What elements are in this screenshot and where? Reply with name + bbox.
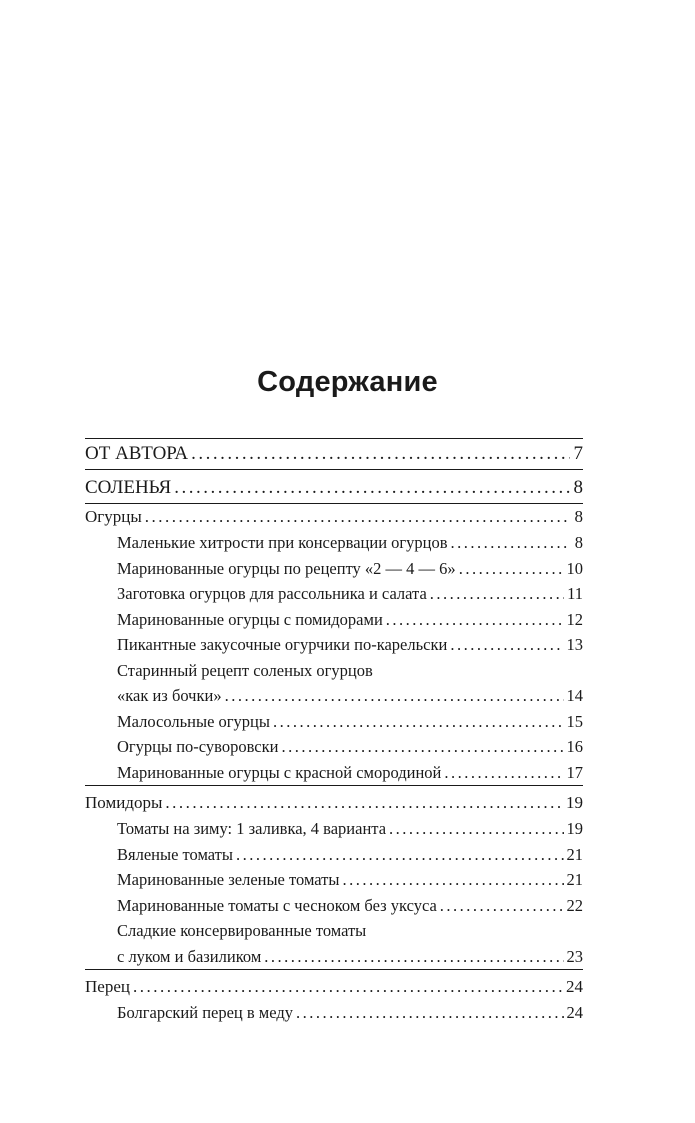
toc-entry-title: Сладкие консервированные томаты <box>117 921 367 940</box>
toc-entry[interactable] <box>85 683 583 709</box>
toc-entry-title: СОЛЕНЬЯ <box>85 477 172 498</box>
toc-entry[interactable] <box>85 944 583 970</box>
toc-entry-page: 14 <box>566 686 583 705</box>
toc-entry-page: 19 <box>566 819 583 838</box>
toc-entry-title: ОТ АВТОРА <box>85 443 189 464</box>
toc-entry[interactable] <box>85 974 583 1000</box>
toc-entry[interactable] <box>85 734 583 760</box>
toc-entry-page: 17 <box>566 762 583 782</box>
dot-leader <box>430 581 564 607</box>
dot-leader <box>386 607 564 633</box>
dot-leader <box>450 632 563 658</box>
toc-entry[interactable] <box>85 867 583 893</box>
toc-entry[interactable] <box>85 842 583 868</box>
section-divider <box>85 469 583 470</box>
toc-entry-page: 24 <box>566 1003 583 1022</box>
page-title: Содержание <box>257 366 438 398</box>
toc-entry-page: 8 <box>574 507 583 526</box>
toc-list <box>85 439 583 1026</box>
dot-leader <box>459 556 564 582</box>
toc-entry-page: 8 <box>574 533 583 552</box>
toc-entry-page: 19 <box>566 793 583 812</box>
toc-entry-title: «как из бочки» <box>117 686 222 705</box>
toc-entry[interactable] <box>85 607 583 633</box>
toc-entry-page: 16 <box>566 737 583 756</box>
toc-entry[interactable] <box>85 918 583 944</box>
toc-entry-page: 10 <box>566 558 583 578</box>
table-of-contents <box>85 438 583 1026</box>
dot-leader <box>273 709 564 735</box>
toc-entry-page: 21 <box>566 870 583 889</box>
toc-entry[interactable] <box>85 760 583 786</box>
toc-entry-page: 13 <box>566 635 583 654</box>
dot-leader <box>281 734 563 760</box>
toc-entry-title: Томаты на зиму: 1 заливка, 4 варианта <box>117 819 387 838</box>
toc-entry[interactable] <box>85 709 583 735</box>
dot-leader <box>342 867 563 893</box>
toc-entry-page: 23 <box>566 946 583 966</box>
toc-entry-title: Маринованные томаты с чесноком без уксуса <box>117 895 437 915</box>
toc-entry[interactable] <box>85 790 583 816</box>
dot-leader <box>236 842 564 868</box>
toc-entry-page: 22 <box>566 895 583 915</box>
toc-entry-page: 24 <box>566 977 583 996</box>
toc-entry-title: Маринованные огурцы с помидорами <box>117 609 383 629</box>
toc-entry[interactable] <box>85 632 583 658</box>
toc-entry-title: Вяленые томаты <box>117 844 233 864</box>
toc-entry-title: Перец <box>85 977 130 996</box>
toc-entry-page: 15 <box>566 711 583 731</box>
toc-entry[interactable] <box>85 658 583 684</box>
toc-entry-page: 21 <box>566 844 583 864</box>
toc-entry-title: Малосольные огурцы <box>117 711 270 731</box>
toc-entry-title: Маленькие хитрости при консервации огурцов <box>117 533 448 552</box>
toc-entry-title: Огурцы по-суворовски <box>117 737 279 756</box>
toc-entry-page: 11 <box>567 584 583 603</box>
toc-entry-title: Маринованные огурцы с красной смородиной <box>117 762 442 782</box>
toc-entry-title: Огурцы <box>85 507 142 526</box>
toc-entry[interactable] <box>85 816 583 842</box>
toc-entry[interactable] <box>85 473 583 503</box>
dot-leader <box>165 790 563 816</box>
toc-entry-title: Маринованные зеленые томаты <box>117 870 340 889</box>
toc-entry-title: с луком и базиликом <box>117 946 262 966</box>
toc-entry[interactable] <box>85 439 583 469</box>
dot-leader <box>133 974 563 1000</box>
toc-entry-title: Пикантные закусочные огурчики по-карельски <box>117 635 448 654</box>
toc-entry-page: 8 <box>573 477 583 498</box>
dot-leader <box>451 530 570 556</box>
toc-entry-page: 7 <box>573 443 583 464</box>
dot-leader <box>389 816 563 842</box>
toc-entry-title: Старинный рецепт соленых огурцов <box>117 660 373 680</box>
dot-leader <box>174 473 570 503</box>
toc-entry-title: Заготовка огурцов для рассольника и салата <box>117 584 427 603</box>
toc-entry[interactable] <box>85 556 583 582</box>
section-divider <box>85 969 583 970</box>
section-divider <box>85 785 583 786</box>
toc-entry[interactable] <box>85 581 583 607</box>
toc-entry[interactable] <box>85 504 583 530</box>
toc-entry[interactable] <box>85 893 583 919</box>
dot-leader <box>444 760 563 786</box>
toc-entry[interactable] <box>85 1000 583 1026</box>
dot-leader <box>440 893 564 919</box>
toc-entry-title: Маринованные огурцы по рецепту «2 — 4 — 6» <box>117 558 456 578</box>
dot-leader <box>264 944 563 970</box>
dot-leader <box>296 1000 564 1026</box>
toc-entry[interactable] <box>85 530 583 556</box>
dot-leader <box>191 439 570 469</box>
dot-leader <box>225 683 564 709</box>
toc-entry-title: Болгарский перец в меду <box>117 1003 293 1022</box>
toc-entry-title: Помидоры <box>85 793 163 812</box>
toc-entry-page: 12 <box>566 609 583 629</box>
dot-leader <box>145 504 570 530</box>
